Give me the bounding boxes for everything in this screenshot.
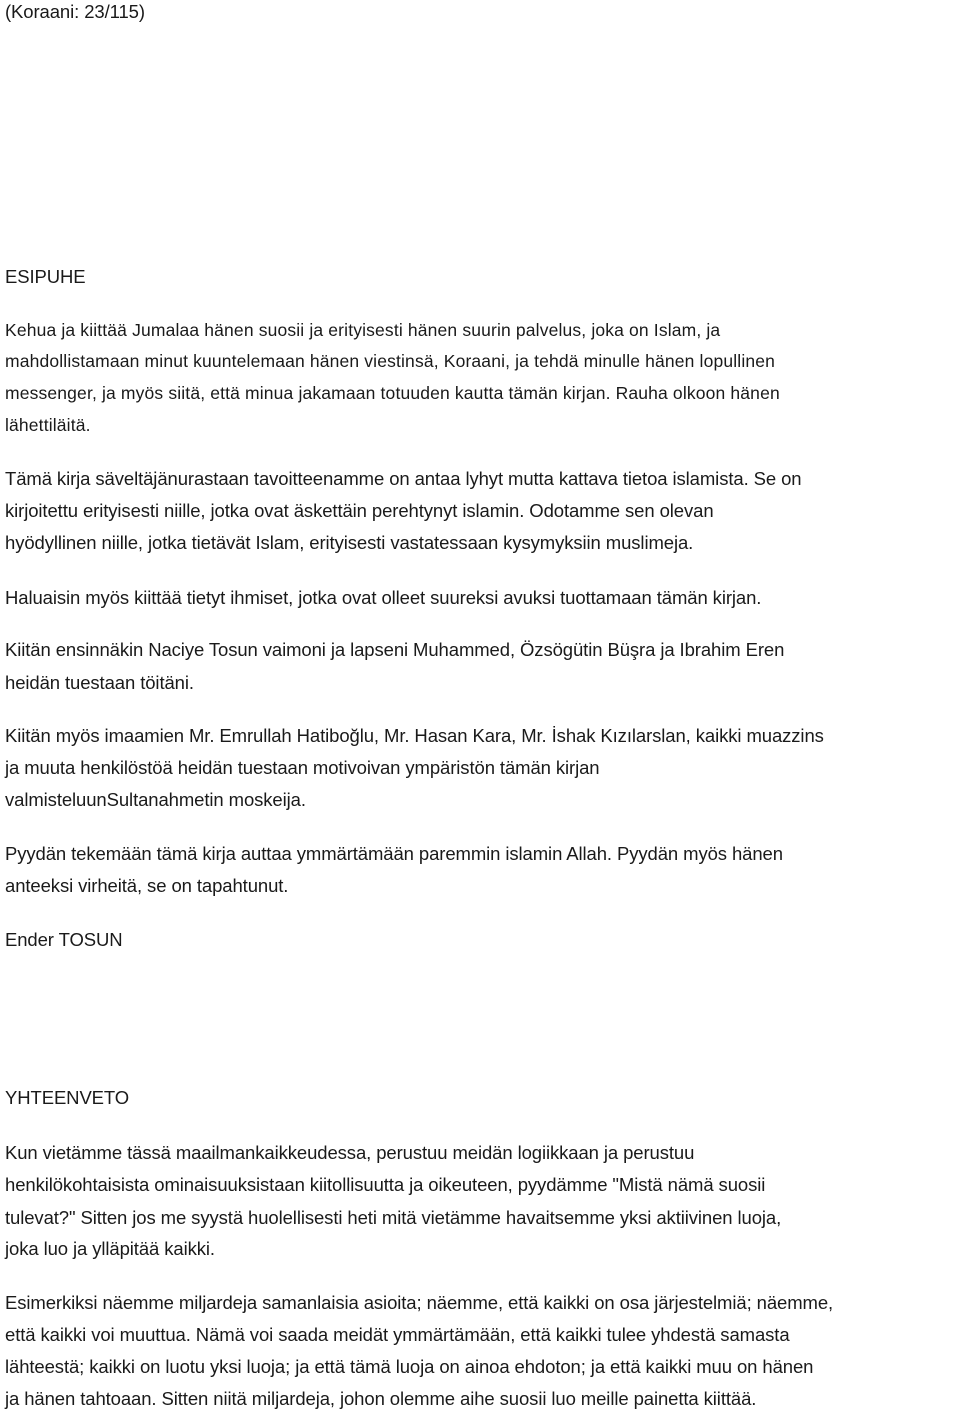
- paragraph-line: valmisteluunSultanahmetin moskeija.: [5, 789, 306, 810]
- paragraph-line: messenger, ja myös siitä, että minua jakamaan totuuden kautta tämän kirjan. Rauha olkoon hänen: [5, 383, 780, 403]
- paragraph-line: ja hänen tahtoaan. Sitten niitä miljardeja, johon olemme aihe suosii luo meille painetta kiittää.: [5, 1388, 757, 1409]
- paragraph-line: lähettiläitä.: [5, 415, 91, 435]
- paragraph-line: Haluaisin myös kiittää tietyt ihmiset, jotka ovat olleet suureksi avuksi tuottamaan tämän kirjan.: [5, 587, 762, 608]
- paragraph-line: joka luo ja ylläpitää kaikki.: [5, 1238, 215, 1259]
- quran-reference: (Koraani: 23/115): [5, 1, 145, 22]
- author-name: Ender TOSUN: [5, 929, 123, 950]
- paragraph-line: Kun vietämme tässä maailmankaikkeudessa, perustuu meidän logiikkaan ja perustuu: [5, 1142, 695, 1163]
- paragraph-line: Pyydän tekemään tämä kirja auttaa ymmärtämään paremmin islamin Allah. Pyydän myös hänen: [5, 843, 783, 864]
- paragraph-line: heidän tuestaan töitäni.: [5, 672, 194, 693]
- paragraph-line: ja muuta henkilöstöä heidän tuestaan motivoivan ympäristön tämän kirjan: [5, 757, 600, 778]
- paragraph-line: Kiitän myös imaamien Mr. Emrullah Hatiboğlu, Mr. Hasan Kara, Mr. İshak Kızılarslan, kaikki muazzins: [5, 725, 824, 746]
- paragraph-line: Kiitän ensinnäkin Naciye Tosun vaimoni ja lapseni Muhammed, Özsögütin Büşra ja Ibrahim Eren: [5, 639, 785, 660]
- preface-heading: ESIPUHE: [5, 266, 86, 287]
- paragraph-line: että kaikki voi muuttua. Nämä voi saada meidät ymmärtämään, että kaikki tulee yhdestä samasta: [5, 1324, 790, 1345]
- summary-heading: YHTEENVETO: [5, 1087, 130, 1108]
- paragraph-line: Tämä kirja säveltäjänurastaan tavoitteenamme on antaa lyhyt mutta kattava tietoa islamista. Se on: [5, 468, 802, 489]
- paragraph-line: Esimerkiksi näemme miljardeja samanlaisia asioita; näemme, että kaikki on osa järjestelmiä; näemme,: [5, 1292, 834, 1313]
- paragraph-line: Kehua ja kiittää Jumalaa hänen suosii ja erityisesti hänen suurin palvelus, joka on Islam, ja: [5, 320, 721, 340]
- paragraph-line: lähteestä; kaikki on luotu yksi luoja; ja että tämä luoja on ainoa ehdoton; ja että kaikki muu on hänen: [5, 1356, 814, 1377]
- paragraph-line: mahdollistamaan minut kuuntelemaan hänen viestinsä, Koraani, ja tehdä minulle hänen lopullinen: [5, 351, 776, 371]
- paragraph-line: hyödyllinen niille, jotka tietävät Islam, erityisesti vastatessaan kysymyksiin muslimeja.: [5, 532, 694, 553]
- paragraph-line: tulevat?" Sitten jos me syystä huolellisesti heti mitä vietämme havaitsemme yksi aktiivinen luoja,: [5, 1207, 782, 1228]
- paragraph-line: anteeksi virheitä, se on tapahtunut.: [5, 875, 289, 896]
- paragraph-line: henkilökohtaisista ominaisuuksistaan kiitollisuutta ja oikeuteen, pyydämme "Mistä nämä suosii: [5, 1174, 766, 1195]
- paragraph-line: kirjoitettu erityisesti niille, jotka ovat äskettäin perehtynyt islamin. Odotamme sen olevan: [5, 500, 714, 521]
